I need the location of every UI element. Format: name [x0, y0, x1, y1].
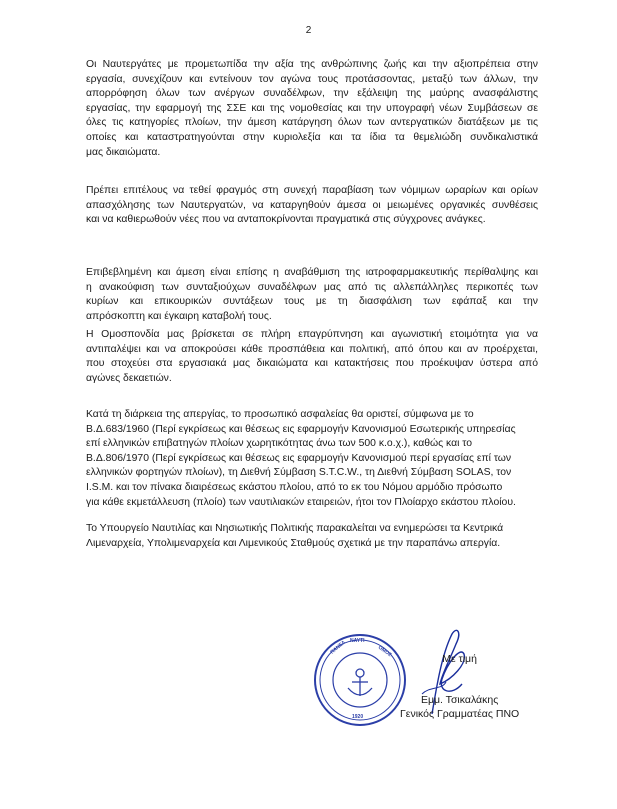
text-line: Το Υπουργείο Ναυτιλίας και Νησιωτικής Πολιτικής παρακαλείται να ενημερώσει τα Κεντρικά [86, 523, 504, 534]
text-line: απασχόλησης των Ναυτεργατών, να καταργηθούν άμεσα οι μειωμένες οργανικές συνθέσεις [86, 199, 538, 211]
svg-text:ΝΑΥΤΙ: ΝΑΥΤΙ [350, 638, 365, 644]
text-line: Β.Δ.683/1960 (Περί εγκρίσεως και θέσεως εις εφαρμογήν Κανονισμού Εσωτερικής υπηρεσίας [86, 423, 516, 435]
signatory-title: Γενικός Γραμματέας ΠΝΟ [400, 708, 520, 720]
text-line: αντιπαλέψει και να αποκρούσει κάθε προσπάθεια και πολιτική, από όπου και αν προέρχεται, [86, 343, 538, 355]
text-line: Κατά τη διάρκεια της απεργίας, το προσωπικό ασφαλείας θα οριστεί, σύμφωνα με το [86, 409, 474, 420]
text-line: οποίες και καταστρατηγούνται στην κυριολεξία και τα ίδια τα θεμελιώδη συνδικαλιστικά [86, 131, 538, 143]
text-line: εργασία, συνεχίζουν και εντείνουν τον αγώνα τους προτάσσοντας, μεταξύ των άλλων, την [86, 73, 538, 85]
signature-text [400, 652, 519, 722]
text-line: I.S.M. και τον πίνακα διαιρέσεως εκάστου πλοίου, από το εκ του Νόμου αρμόδιο πρόσωπο [86, 481, 503, 493]
paragraph-safety-personnel [86, 408, 538, 510]
paragraph-healthcare-pensions [86, 266, 538, 324]
text-line: που στοχεύει στα εργασιακά μας δικαιώματα και κατακτήσεις που προέκυψαν ύστερα από [86, 358, 538, 370]
svg-text:ΟΜΟΣ: ΟΜΟΣ [376, 644, 393, 659]
text-line: αγώνες δεκαετιών. [86, 372, 172, 384]
text-line: για κάθε εκμετάλλευση (πλοίο) των ναυτιλιακών εταιρειών, ήτοι τον Πλοίαρχο εκάστου πλοίου. [86, 496, 516, 508]
text-line: απορρόφηση όλων των ανέργων συναδέλφων, την εξάλειψη της μαύρης ανασφάλιστης [86, 88, 538, 100]
text-line: Λιμεναρχεία, Υπολιμεναρχεία και Λιμενικούς Σταθμούς σχετικά με την παραπάνω απεργία. [86, 537, 501, 549]
page-number: 2 [305, 25, 312, 36]
text-line: ελληνικών φορτηγών πλοίων), τη Διεθνή Σύμβαση S.T.C.W., τη Διεθνή Σύμβαση SOLAS, τον [86, 467, 512, 479]
text-line: Β.Δ.806/1970 (Περί εγκρίσεως και θέσεως εις εφαρμογήν Κανονισμού περί εργασίας επί των [86, 452, 512, 464]
closing-salutation: Με τιμή [442, 653, 477, 665]
paragraph-demands [86, 58, 538, 160]
text-line: απρόσκοπτη και έγκαιρη καταβολή τους. [86, 310, 272, 322]
text-line: η ανακούφιση των συνταξιούχων συναδέλφων μας από τις αλλεπάλληλες περικοπές των [86, 281, 538, 293]
signatory-name: Εμμ. Τσικαλάκης [420, 693, 499, 706]
text-line: εργασίας, την εφαρμογή της ΣΣΕ και της νομοθεσίας και την υπογραφή νέων Συμβάσεων σε [86, 102, 538, 114]
text-line: επί ελληνικών επιβατηγών πλοίων χωρητικότητας άνω των 500 κ.ο.χ.), καθώς και το [86, 438, 473, 450]
text-line: Η Ομοσπονδία μας βρίσκεται σε πλήρη επαγρύπνηση και αγωνιστική ετοιμότητα για να [86, 329, 538, 340]
signature-block [312, 632, 562, 752]
text-line: Οι Ναυτεργάτες με προμετωπίδα την αξία της ανθρώπινης ζωής και την αξιοπρέπεια στην [86, 59, 538, 70]
text-line: και να καθιερωθούν νέες που να ανταποκρίνονται πραγματικά στις σύγχρονες ανάγκες. [86, 214, 486, 226]
paragraph-working-hours [86, 184, 538, 228]
text-line: κυρίων και επικουρικών συντάξεων τους με τη διασφάλιση των εφάπαξ και την [86, 296, 538, 308]
svg-text:ΠΑΝΕΛ: ΠΑΝΕΛ [329, 639, 347, 656]
text-line: Επιβεβλημένη και άμεση είναι επίσης η αναβάθμιση της ιατροφαρμακευτικής περίθαλψης και [86, 267, 538, 278]
svg-text:1920: 1920 [352, 714, 364, 720]
paragraph-federation-readiness [86, 328, 538, 386]
text-line: Πρέπει επιτέλους να τεθεί φραγμός στη συνεχή παραβίαση των νόμιμων ωραρίων και ορίων [86, 185, 538, 196]
paragraph-ministry-notice [86, 522, 538, 551]
federation-seal [312, 632, 408, 728]
text-line: μας δικαιώματα. [86, 146, 161, 158]
text-line: όλες τις κατηγορίες πλοίων, την άμεση κατάργηση όλων των αντεργατικών διατάξεων με τις [86, 117, 538, 129]
